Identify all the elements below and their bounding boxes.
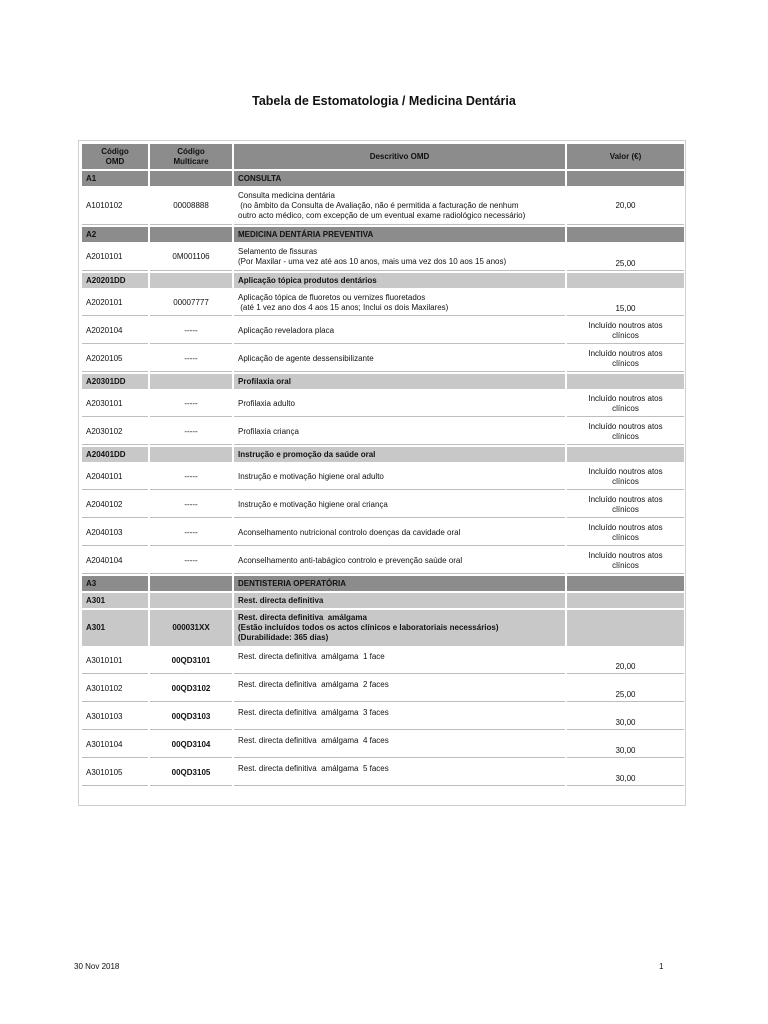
- cell-valor: [567, 419, 684, 445]
- cell-descritivo: [234, 704, 565, 730]
- header-descritivo: Descritivo OMD: [234, 144, 565, 169]
- cell-codigo-omd: A2030101: [82, 391, 148, 417]
- cell-valor: [567, 374, 684, 389]
- cell-valor: [567, 593, 684, 608]
- valor-line: Incluído noutros atos: [588, 494, 663, 504]
- cell-descritivo: [234, 346, 565, 372]
- valor-line: 20,00: [615, 662, 636, 671]
- descritivo-line: Rest. directa definitiva amálgama 4 faces: [238, 736, 389, 745]
- descritivo-line: Consulta medicina dentária: [238, 191, 335, 200]
- table-row: [82, 464, 684, 490]
- cell-codigo-omd: A2040103: [82, 520, 148, 546]
- cell-codigo-multicare: [150, 171, 232, 186]
- cell-codigo-multicare: 0M001106: [150, 244, 232, 271]
- cell-descritivo: [234, 273, 565, 288]
- cell-descritivo: [234, 227, 565, 242]
- cell-descritivo: [234, 318, 565, 344]
- cell-codigo-omd: A2020104: [82, 318, 148, 344]
- cell-codigo-omd: A3010105: [82, 760, 148, 786]
- cell-descritivo: [234, 188, 565, 225]
- cell-codigo-omd: A2010101: [82, 244, 148, 271]
- cell-codigo-multicare: -----: [150, 318, 232, 344]
- cell-valor: [567, 227, 684, 242]
- table-row: [82, 318, 684, 344]
- cell-descritivo: [234, 374, 565, 389]
- descritivo-line: DENTISTERIA OPERATÓRIA: [238, 578, 347, 588]
- descritivo-line: (Durabilidade: 365 dias): [238, 633, 329, 642]
- section-row: [82, 227, 684, 242]
- section-row: [82, 374, 684, 389]
- descritivo-line: Profilaxia adulto: [238, 398, 295, 408]
- cell-valor: [567, 676, 684, 702]
- section-row: [82, 610, 684, 646]
- section-row: [82, 576, 684, 591]
- cell-valor: [567, 464, 684, 490]
- section-row: [82, 273, 684, 288]
- cell-descritivo: [234, 419, 565, 445]
- cell-codigo-multicare: 00QD3101: [150, 648, 232, 674]
- descritivo-line: (Por Maxilar - uma vez até aos 10 anos, mais uma vez dos 10 aos 15 anos): [238, 257, 507, 266]
- table-header-row: [82, 144, 684, 169]
- cell-descritivo: [234, 576, 565, 591]
- cell-descritivo: [234, 610, 565, 646]
- footer-page-number: 1: [659, 962, 664, 971]
- cell-codigo-omd: A2030102: [82, 419, 148, 445]
- table-row: [82, 188, 684, 225]
- cell-valor: [567, 610, 684, 646]
- cell-codigo-multicare: -----: [150, 346, 232, 372]
- cell-valor: [567, 648, 684, 674]
- valor-line: 25,00: [615, 690, 636, 699]
- cell-descritivo: [234, 464, 565, 490]
- descritivo-line: Aplicação tópica de fluoretos ou vernizes fluoretados: [238, 292, 426, 302]
- cell-valor: [567, 732, 684, 758]
- valor-line: clínicos: [612, 431, 639, 441]
- cell-valor: [567, 447, 684, 462]
- price-table: [80, 142, 686, 788]
- header-codigo-multicare-line2: Multicare: [173, 156, 209, 166]
- cell-codigo-multicare: 00QD3102: [150, 676, 232, 702]
- cell-valor: [567, 188, 684, 225]
- table-row: [82, 492, 684, 518]
- cell-codigo-multicare: 000031XX: [150, 610, 232, 646]
- descritivo-line: Aplicação tópica produtos dentários: [238, 275, 377, 285]
- cell-codigo-omd: A3010104: [82, 732, 148, 758]
- section-row: [82, 593, 684, 608]
- cell-valor: [567, 273, 684, 288]
- table-row: [82, 548, 684, 574]
- cell-codigo-multicare: -----: [150, 391, 232, 417]
- cell-codigo-omd: A2020105: [82, 346, 148, 372]
- document-title: Tabela de Estomatologia / Medicina Dentária: [252, 94, 516, 108]
- cell-codigo-omd: A3010102: [82, 676, 148, 702]
- cell-descritivo: [234, 290, 565, 316]
- descritivo-line: (Estão incluídos todos os actos clínicos e laboratoriais necessários): [238, 623, 499, 632]
- header-codigo-omd-line1: Código: [101, 146, 129, 156]
- cell-codigo-omd: A2040104: [82, 548, 148, 574]
- cell-codigo-multicare: [150, 273, 232, 288]
- cell-codigo-multicare: 00QD3104: [150, 732, 232, 758]
- cell-codigo-multicare: [150, 227, 232, 242]
- descritivo-line: Aplicação de agente dessensibilizante: [238, 353, 374, 363]
- valor-line: clínicos: [612, 532, 639, 542]
- table-row: [82, 419, 684, 445]
- descritivo-line: Instrução e promoção da saúde oral: [238, 449, 376, 459]
- descritivo-line: Rest. directa definitiva amálgama 2 faces: [238, 680, 389, 689]
- valor-line: Incluído noutros atos: [588, 522, 663, 532]
- valor-line: 15,00: [615, 304, 636, 313]
- cell-valor: [567, 704, 684, 730]
- descritivo-line: Rest. directa definitiva amálgama: [238, 613, 367, 622]
- cell-codigo-multicare: [150, 576, 232, 591]
- cell-codigo-multicare: 00007777: [150, 290, 232, 316]
- descritivo-line: Profilaxia criança: [238, 426, 299, 436]
- table-row: [82, 520, 684, 546]
- descritivo-line: Profilaxia oral: [238, 376, 291, 386]
- cell-descritivo: [234, 492, 565, 518]
- descritivo-line: Rest. directa definitiva amálgama 3 faces: [238, 708, 389, 717]
- cell-codigo-multicare: -----: [150, 520, 232, 546]
- cell-codigo-omd: A3010101: [82, 648, 148, 674]
- cell-codigo-omd: A1: [82, 171, 148, 186]
- table-row: [82, 676, 684, 702]
- cell-codigo-omd: A3: [82, 576, 148, 591]
- cell-descritivo: [234, 732, 565, 758]
- valor-line: Incluído noutros atos: [588, 320, 663, 330]
- table-row: [82, 391, 684, 417]
- cell-valor: [567, 318, 684, 344]
- cell-valor: [567, 492, 684, 518]
- descritivo-line: Rest. directa definitiva amálgama 5 faces: [238, 764, 389, 773]
- cell-valor: [567, 576, 684, 591]
- descritivo-line: (até 1 vez ano dos 4 aos 15 anos; Inclui os dois Maxilares): [238, 302, 449, 312]
- table-row: [82, 760, 684, 786]
- cell-codigo-omd: A20401DD: [82, 447, 148, 462]
- cell-codigo-omd: A3010103: [82, 704, 148, 730]
- descritivo-line: Instrução e motivação higiene oral adulto: [238, 471, 384, 481]
- cell-valor: [567, 244, 684, 271]
- table-row: [82, 732, 684, 758]
- descritivo-line: Instrução e motivação higiene oral criança: [238, 499, 388, 509]
- table-row: [82, 648, 684, 674]
- cell-valor: [567, 548, 684, 574]
- cell-codigo-multicare: 00008888: [150, 188, 232, 225]
- cell-codigo-omd: A301: [82, 593, 148, 608]
- table-row: [82, 704, 684, 730]
- cell-valor: [567, 520, 684, 546]
- valor-line: 20,00: [615, 201, 636, 210]
- valor-line: clínicos: [612, 403, 639, 413]
- table-row: [82, 244, 684, 271]
- cell-codigo-multicare: [150, 593, 232, 608]
- cell-codigo-omd: A2020101: [82, 290, 148, 316]
- descritivo-line: Selamento de fissuras: [238, 247, 318, 256]
- descritivo-line: Rest. directa definitiva: [238, 595, 324, 605]
- header-codigo-omd: [82, 144, 148, 169]
- cell-codigo-omd: A1010102: [82, 188, 148, 225]
- cell-codigo-omd: A20301DD: [82, 374, 148, 389]
- cell-descritivo: [234, 391, 565, 417]
- cell-descritivo: [234, 548, 565, 574]
- cell-descritivo: [234, 676, 565, 702]
- valor-line: Incluído noutros atos: [588, 348, 663, 358]
- section-row: [82, 171, 684, 186]
- cell-valor: [567, 171, 684, 186]
- valor-line: Incluído noutros atos: [588, 466, 663, 476]
- cell-codigo-omd: A20201DD: [82, 273, 148, 288]
- cell-codigo-multicare: [150, 447, 232, 462]
- descritivo-line: (no âmbito da Consulta de Avaliação, não é permitida a facturação de nenhum: [238, 201, 519, 210]
- cell-codigo-multicare: -----: [150, 419, 232, 445]
- cell-descritivo: [234, 171, 565, 186]
- cell-codigo-multicare: 00QD3103: [150, 704, 232, 730]
- table-row: [82, 346, 684, 372]
- descritivo-line: Rest. directa definitiva amálgama 1 face: [238, 652, 385, 661]
- valor-line: Incluído noutros atos: [588, 550, 663, 560]
- cell-descritivo: [234, 648, 565, 674]
- section-row: [82, 447, 684, 462]
- descritivo-line: outro acto médico, com excepção de um eventual exame radiológico necessário): [238, 211, 526, 220]
- cell-descritivo: [234, 447, 565, 462]
- cell-valor: [567, 760, 684, 786]
- cell-descritivo: [234, 520, 565, 546]
- cell-codigo-multicare: 00QD3105: [150, 760, 232, 786]
- valor-line: clínicos: [612, 504, 639, 514]
- footer-date: 30 Nov 2018: [74, 962, 120, 971]
- valor-line: clínicos: [612, 476, 639, 486]
- cell-descritivo: [234, 244, 565, 271]
- header-codigo-multicare-line1: Código: [177, 146, 205, 156]
- cell-codigo-omd: A2040102: [82, 492, 148, 518]
- valor-line: Incluído noutros atos: [588, 421, 663, 431]
- descritivo-line: Aconselhamento nutricional controlo doenças da cavidade oral: [238, 527, 461, 537]
- descritivo-line: MEDICINA DENTÁRIA PREVENTIVA: [238, 229, 374, 239]
- descritivo-line: CONSULTA: [238, 173, 282, 183]
- valor-line: 25,00: [615, 259, 636, 268]
- cell-codigo-omd: A2040101: [82, 464, 148, 490]
- table-row: [82, 290, 684, 316]
- valor-line: clínicos: [612, 560, 639, 570]
- valor-line: 30,00: [615, 718, 636, 727]
- header-valor: Valor (€): [567, 144, 684, 169]
- valor-line: clínicos: [612, 330, 639, 340]
- header-codigo-omd-line2: OMD: [105, 156, 125, 166]
- cell-codigo-multicare: -----: [150, 464, 232, 490]
- cell-codigo-omd: A301: [82, 610, 148, 646]
- cell-valor: [567, 290, 684, 316]
- cell-codigo-multicare: -----: [150, 492, 232, 518]
- valor-line: Incluído noutros atos: [588, 393, 663, 403]
- valor-line: 30,00: [615, 774, 636, 783]
- descritivo-line: Aplicação reveladora placa: [238, 325, 335, 335]
- cell-codigo-omd: A2: [82, 227, 148, 242]
- header-codigo-multicare: [150, 144, 232, 169]
- cell-codigo-multicare: [150, 374, 232, 389]
- cell-descritivo: [234, 593, 565, 608]
- cell-valor: [567, 346, 684, 372]
- cell-codigo-multicare: -----: [150, 548, 232, 574]
- valor-line: 30,00: [615, 746, 636, 755]
- valor-line: clínicos: [612, 358, 639, 368]
- cell-descritivo: [234, 760, 565, 786]
- cell-valor: [567, 391, 684, 417]
- descritivo-line: Aconselhamento anti-tabágico controlo e prevenção saúde oral: [238, 555, 463, 565]
